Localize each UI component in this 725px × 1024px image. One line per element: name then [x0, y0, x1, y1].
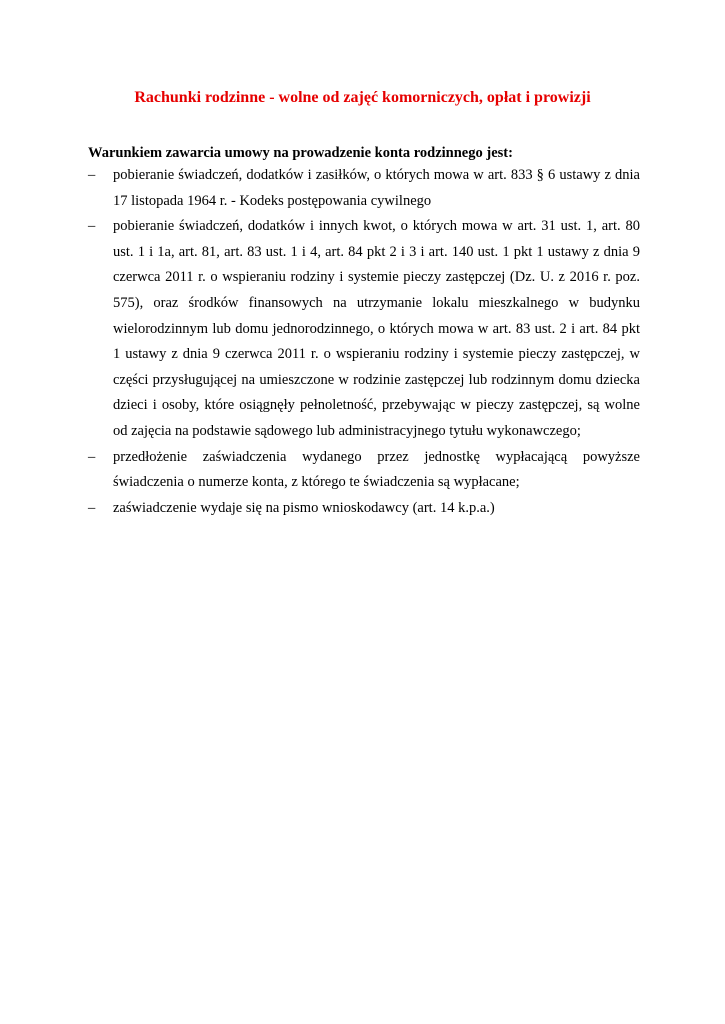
dash-bullet-icon: – — [88, 167, 96, 183]
list-item — [88, 445, 640, 496]
dash-bullet-icon: – — [88, 218, 96, 235]
list-item-text: pobieranie świadczeń, dodatków i innych kwot, o których mowa w art. 31 ust. 1, art. 80 ust. 1 i 1a, art. 81, art. 83 ust. 1 i 4, art. 84 pkt 2 i 3 i art. 140 ust. 1 pkt 1 ustawy z dnia 9 czerwca 2011 r. o wspieraniu rodziny i systemie pieczy zastępczej (Dz. U. z 2016 r. poz. 575), oraz środków finansowych na utrzymanie lokalu mieszkalnego w budynku wielorodzinnym lub domu jednorodzinnego, o których mowa w art. 83 ust. 2 i art. 84 pkt 1 ustawy z dnia 9 czerwca 2011 r. o wspieraniu rodziny i systemie pieczy zastępczej, w części przysługującej na umieszczone w rodzinie zastępczej lub rodzinnym domu dziecka dzieci i osoby, które osiągnęły pełnoletność, przebywając w pieczy zastępczej, są wolne od zajęcia na podstawie sądowego lub administracyjnego tytułu wykonawczego; — [113, 218, 640, 439]
list-item-text: pobieranie świadczeń, dodatków i zasiłków, o których mowa w art. 833 § 6 ustawy z dnia 17 listopada 1964 r. - Kodeks postępowania cywilnego — [113, 167, 640, 209]
document-title: Rachunki rodzinne - wolne od zajęć komorniczych, opłat i prowizji — [134, 89, 591, 106]
intro-heading: Warunkiem zawarcia umowy na prowadzenie konta rodzinnego jest: — [88, 145, 513, 161]
dash-bullet-icon: – — [88, 499, 96, 516]
list-item — [88, 214, 640, 444]
list-item — [88, 163, 640, 214]
dash-bullet-icon: – — [88, 448, 96, 465]
list-item-text: przedłożenie zaświadczenia wydanego przez jednostkę wypłacającą powyższe świadczenia o numerze konta, z którego te świadczenia są wypłacane; — [113, 448, 640, 491]
list-item — [88, 496, 640, 522]
list-item-text: zaświadczenie wydaje się na pismo wnioskodawcy (art. 14 k.p.a.) — [113, 499, 495, 516]
conditions-list — [88, 163, 640, 521]
